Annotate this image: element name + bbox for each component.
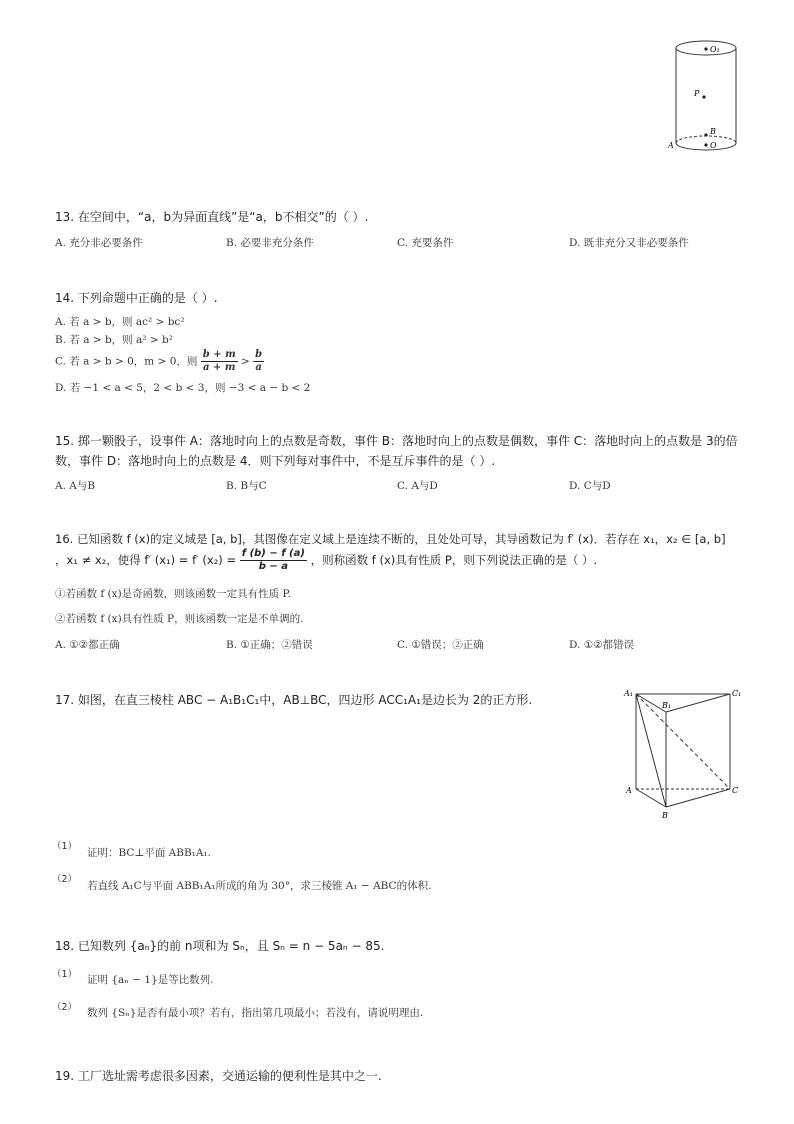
- q14-option-a: A. 若 a > b，则 ac² > bc²: [55, 316, 185, 328]
- q14-title: 14. 下列命题中正确的是（ ）.: [55, 291, 218, 305]
- q18-title: 18. 已知数列 {aₙ}的前 n项和为 Sₙ，且 Sₙ = n − 5aₙ − 85.: [55, 939, 385, 953]
- q14-option-c-fraction2: [253, 349, 264, 374]
- q16-fraction: [240, 548, 307, 573]
- q14-frac2-den: a: [255, 362, 262, 373]
- q13-option-b: B. 必要非充分条件: [226, 237, 314, 249]
- q15-option-d: D. C与D: [569, 480, 611, 492]
- q16-line2-prefix: ，x₁ ≠ x₂，使得 f′ (x₁) = f′ (x₂) =: [55, 553, 237, 567]
- q15-option-b: B. B与C: [226, 480, 267, 492]
- label-o: O: [710, 141, 717, 150]
- prism-figure: [622, 686, 744, 820]
- q13-option-c: C. 充要条件: [397, 237, 454, 249]
- q15-option-c: C. A与D: [397, 480, 438, 492]
- q15-line2: 数，事件 D：落地时向上的点数是 4．则下列每对事件中，不是互斥事件的是（ ）.: [55, 454, 496, 468]
- q13-title: 13. 在空间中，“a，b为异面直线”是“a，b不相交”的（ ）.: [55, 210, 369, 224]
- q18-sub2: 数列 {Sₙ}是否有最小项？若有，指出第几项最小；若没有，请说明理由.: [87, 1007, 424, 1019]
- q16-line2-suffix: ，则称函数 f (x)具有性质 P，则下列说法正确的是（ ）.: [310, 553, 598, 567]
- q14-frac2-num: b: [255, 349, 263, 360]
- q18-sub1-number: （1）: [52, 969, 78, 980]
- q14-option-c: [55, 349, 264, 374]
- q16-statement-2: ②若函数 f (x)具有性质 P，则该函数一定是不单调的.: [55, 613, 304, 625]
- q17-sub1: 证明：BC⊥平面 ABB₁A₁.: [87, 847, 212, 859]
- q15-line1: 15. 掷一颗骰子，设事件 A：落地时向上的点数是奇数，事件 B：落地时向上的点数是偶数，事件 C：落地时向上的点数是 3的倍: [55, 434, 738, 448]
- q16-statement-1: ①若函数 f (x)是奇函数，则该函数一定具有性质 P.: [55, 588, 291, 600]
- q16-line1: 16. 已知函数 f (x)的定义域是 [a, b]，其图像在定义域上是连续不断的，且处处可导，其导函数记为 f′ (x)．若存在 x₁，x₂ ∈ [a, b]: [55, 532, 726, 546]
- q18-sub2-number: （2）: [52, 1002, 78, 1013]
- q14-option-d: D. 若 −1 < a < 5，2 < b < 3，则 −3 < a − b < 2: [55, 382, 311, 394]
- label-b: B: [710, 127, 716, 136]
- q14-frac-num: b + m: [202, 349, 236, 360]
- q17-sub2-number: （2）: [52, 874, 78, 885]
- label-a: A: [626, 786, 632, 795]
- q14-frac-den: a + m: [203, 362, 236, 373]
- label-b1: B₁: [662, 701, 672, 710]
- q14-option-c-fraction: [201, 349, 238, 374]
- q18-sub1: 证明 {aₙ − 1}是等比数列.: [87, 974, 214, 986]
- label-a: A: [668, 141, 674, 150]
- q16-frac-den: b − a: [258, 561, 288, 572]
- label-o1: O₁: [710, 45, 720, 54]
- label-p: P: [694, 89, 700, 98]
- cylinder-figure: [668, 36, 742, 158]
- q16-option-a: A. ①②都正确: [55, 639, 120, 651]
- q16-option-c: C. ①错误；②正确: [397, 639, 484, 651]
- label-c: C: [732, 786, 739, 795]
- q14-option-c-prefix: C. 若 a > b > 0，m > 0，则: [55, 355, 198, 368]
- q16-option-b: B. ①正确；②错误: [226, 639, 313, 651]
- label-a1: A₁: [624, 689, 633, 698]
- q13-option-a: A. 充分非必要条件: [55, 237, 143, 249]
- label-b: B: [662, 811, 668, 820]
- q17-title: 17. 如图，在直三棱柱 ABC − A₁B₁C₁中，AB⊥BC，四边形 ACC₁A₁是边长为 2的正方形.: [55, 693, 533, 707]
- q17-sub2: 若直线 A₁C与平面 ABB₁A₁所成的角为 30°，求三棱锥 A₁ − ABC的体积.: [87, 880, 432, 892]
- q14-option-b: B. 若 a > b，则 a² > b²: [55, 334, 173, 346]
- label-c1: C₁: [732, 689, 742, 698]
- q16-frac-num: f (b) − f (a): [241, 548, 305, 559]
- q14-option-c-gt: >: [241, 355, 250, 368]
- q13-option-d: D. 既非充分又非必要条件: [569, 237, 689, 249]
- q17-sub1-number: （1）: [52, 841, 78, 852]
- q19-title: 19. 工厂选址需考虑很多因素，交通运输的便利性是其中之一.: [55, 1069, 382, 1083]
- q15-option-a: A. A与B: [55, 480, 96, 492]
- q16-option-d: D. ①②都错误: [569, 639, 635, 651]
- q16-line2: [55, 548, 597, 573]
